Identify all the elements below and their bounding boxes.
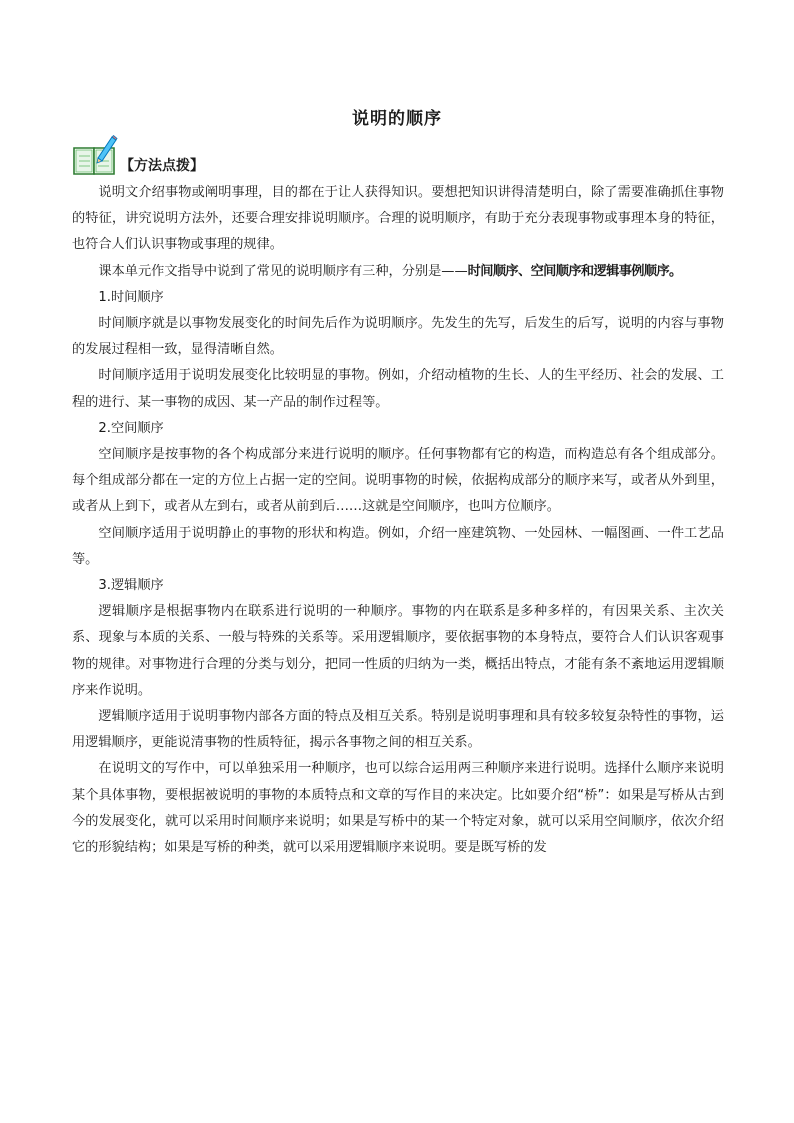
section-header — [72, 134, 204, 176]
paragraph: 说明文介绍事物或阐明事理，目的都在于让人获得知识。要想把知识讲得清楚明白，除了需要准确抓住事物的特征，讲究说明方法外，还要合理安排说明顺序。合理的说明顺序，有助于充分表现事物或事理本身的特征，也符合人们认识事物或事理的规律。 — [72, 185, 724, 253]
subheading-logic-order: 3.逻辑顺序 — [98, 578, 164, 594]
book-pencil-icon — [72, 134, 118, 176]
paragraph: 空间顺序是按事物的各个构成部分来进行说明的顺序。任何事物都有它的构造，而构造总有各个组成部分。每个组成部分都在一定的方位上占据一定的空间。说明事物的时候，依据构成部分的顺序来写，或者从外到里，或者从上到下，或者从左到右，或者从前到后……这就是空间顺序，也叫方位顺序。 — [72, 447, 724, 515]
paragraph-bold-text: 时间顺序、空间顺序和逻辑事例顺序。 — [467, 263, 682, 279]
paragraph — [72, 259, 724, 285]
subheading-time-order: 1.时间顺序 — [98, 289, 164, 305]
paragraph: 空间顺序适用于说明静止的事物的形状和构造。例如，介绍一座建筑物、一处园林、一幅图画、一件工艺品等。 — [72, 525, 724, 567]
subheading-space-order: 2.空间顺序 — [98, 420, 164, 436]
paragraph: 在说明文的写作中，可以单独采用一种顺序，也可以综合运用两三种顺序来进行说明。选择什么顺序来说明某个具体事物，要根据被说明的事物的本质特点和文章的写作目的来决定。比如要介绍“桥”：如果是写桥从古到今的发展变化，就可以采用时间顺序来说明；如果是写桥中的某一个特定对象，就可以采用空间顺序，依次介绍它的形貌结构；如果是写桥的种类，就可以采用逻辑顺序来说明。要是既写桥的发 — [72, 761, 724, 856]
document-body — [72, 180, 724, 861]
paragraph: 时间顺序就是以事物发展变化的时间先后作为说明顺序。先发生的先写，后发生的后写，说明的内容与事物的发展过程相一致，显得清晰自然。 — [72, 316, 724, 358]
paragraph: 时间顺序适用于说明发展变化比较明显的事物。例如，介绍动植物的生长、人的生平经历、社会的发展、工程的进行、某一事物的成因、某一产品的制作过程等。 — [72, 368, 724, 410]
paragraph-text: 课本单元作文指导中说到了常见的说明顺序有三种，分别是—— — [98, 263, 468, 279]
document-title: 说明的顺序 — [352, 109, 442, 129]
paragraph: 逻辑顺序适用于说明事物内部各方面的特点及相互关系。特别是说明事理和具有较多较复杂特性的事物，运用逻辑顺序，更能说清事物的性质特征，揭示各事物之间的相互关系。 — [72, 709, 724, 751]
paragraph: 逻辑顺序是根据事物内在联系进行说明的一种顺序。事物的内在联系是多种多样的，有因果关系、主次关系、现象与本质的关系、一般与特殊的关系等。采用逻辑顺序，要依据事物的本身特点，要符合人们认识客观事物的规律。对事物进行合理的分类与划分，把同一性质的归纳为一类，概括出特点，才能有条不紊地运用逻辑顺序来作说明。 — [72, 604, 724, 698]
section-label: 【方法点拨】 — [120, 158, 204, 174]
